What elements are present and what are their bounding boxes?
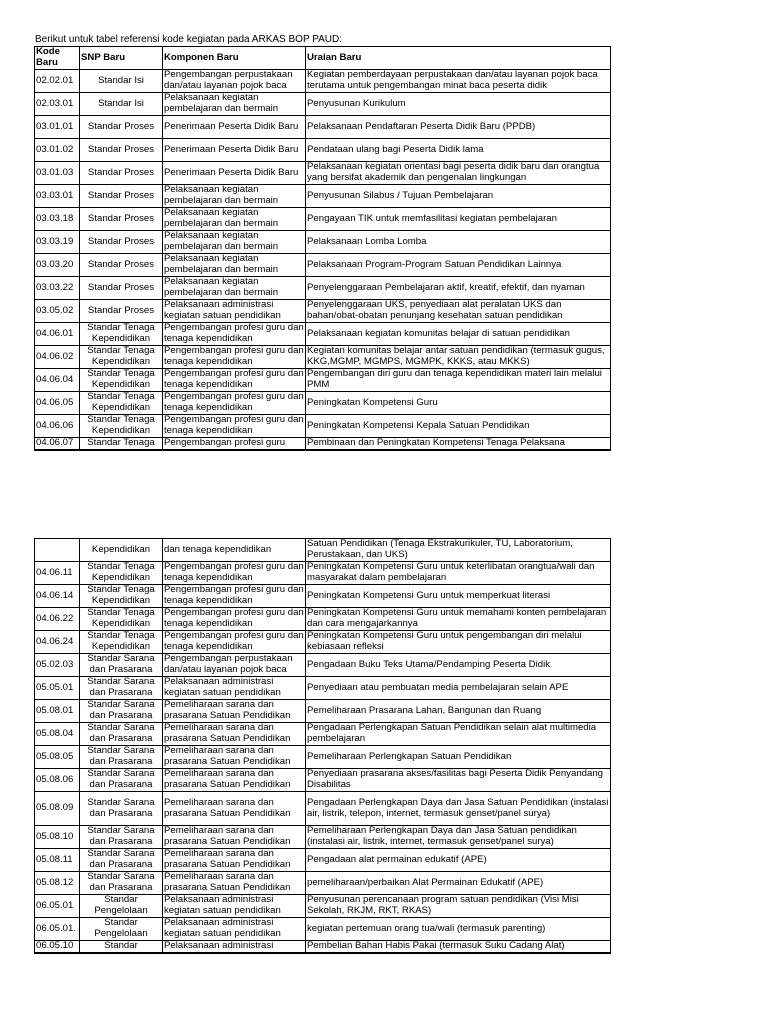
table-row [35,162,611,185]
komponen-cell: Pelaksanaan kegiatan pembelajaran dan bermain [163,93,306,116]
table-row [35,369,611,392]
snp-cell: Standar Isi [80,93,163,116]
snp-cell: Standar Pengelolaan [80,918,163,941]
komponen-cell: Pengembangan profesi guru dan tenaga kependidikan [164,630,304,652]
uraian-cell: Penyusunan Kurikulum [306,93,611,116]
snp-cell: Standar Sarana dan Prasarana [80,792,163,826]
table-row [35,849,611,872]
table-row [35,746,611,769]
table-row [35,608,611,631]
kode-cell: 04.06.14 [35,585,80,608]
snp-cell: Standar Isi [80,70,163,93]
snp-cell: Standar Tenaga Kependidikan [80,392,163,415]
komponen-cell: Pemeliharaan sarana dan prasarana Satuan Pendidikan [163,769,306,792]
snp-cell: Standar Sarana dan Prasarana [80,746,163,769]
snp-cell: Standar [80,941,163,954]
komponen-cell: Pengembangan profesi guru dan tenaga kependidikan [164,584,304,606]
table-row [35,254,611,277]
snp-cell: Standar Tenaga Kependidikan [80,346,163,369]
kode-cell: 05.08.05 [35,746,80,769]
table-row [35,415,611,438]
uraian-cell: Peningkatan Kompetensi Kepala Satuan Pendidikan [306,415,611,438]
uraian-cell: Pelaksanaan Pendaftaran Peserta Didik Baru (PPDB) [306,116,611,139]
snp-cell: Standar Sarana dan Prasarana [80,677,163,700]
uraian-cell: Penyelenggaraan UKS, penyediaan alat peralatan UKS dan bahan/obat-obatan penunjang kesehatan satuan pendidikan [306,300,611,323]
kode-cell: 05.08.11 [35,849,80,872]
snp-cell: Standar Tenaga Kependidikan [80,608,163,631]
kode-cell: 04.06.22 [35,608,80,631]
komponen-cell: Pelaksanaan administrasi [163,941,306,954]
table-row [35,654,611,677]
snp-cell: Standar Sarana dan Prasarana [80,723,163,746]
kode-cell: 05.05.01 [35,677,80,700]
table-row [35,769,611,792]
kode-cell: 03.05.02 [35,300,80,323]
kode-cell: 04.06.02 [35,346,80,369]
komponen-cell: Pelaksanaan kegiatan pembelajaran dan bermain [163,231,306,254]
snp-cell: Standar Proses [80,162,163,185]
kode-cell: 06.05.10 [35,941,80,954]
table-row [35,323,611,346]
komponen-cell: Pelaksanaan kegiatan pembelajaran dan bermain [163,208,306,231]
kode-cell: 04.06.11 [35,562,80,585]
uraian-cell: Peningkatan Kompetensi Guru untuk keterlibatan orangtua/wali dan masyarakat dalam pembelajaran [306,562,611,585]
uraian-cell: Penyelenggaraan Pembelajaran aktif, kreatif, efektif, dan nyaman [306,277,611,300]
table-row [35,723,611,746]
snp-cell: Standar Proses [80,231,163,254]
table-row [35,231,611,254]
snp-cell: Standar Sarana dan Prasarana [80,826,163,849]
uraian-cell: Pengadaan alat permainan edukatif (APE) [306,849,611,872]
uraian-cell: Peningkatan Kompetensi Guru untuk memahami konten pembelajaran dan cara mengajarkannya [306,608,611,631]
table-row [35,346,611,369]
uraian-cell: pemeliharaan/perbaikan Alat Permainan Edukatif (APE) [306,872,611,895]
komponen-cell: Pemeliharaan sarana dan prasarana Satuan Pendidikan [163,849,306,872]
uraian-cell: Peningkatan Kompetensi Guru untuk pengembangan diri melalui kebiasaan refleksi [306,631,611,654]
table-row [35,631,611,654]
kode-cell: 05.08.01 [35,700,80,723]
uraian-cell: Pembelian Bahan Habis Pakai (termasuk Suku Cadang Alat) [306,941,611,954]
snp-cell: Standar Sarana dan Prasarana [80,872,163,895]
kode-cell: 04.06.01 [35,323,80,346]
kode-cell: 04.06.06 [35,415,80,438]
komponen-cell: Pengembangan perpustakaan dan/atau layanan pojok baca [163,70,306,93]
table-row [35,93,611,116]
komponen-cell: Pelaksanaan administrasi kegiatan satuan pendidikan [163,300,306,323]
uraian-cell: Kegiatan komunitas belajar antar satuan pendidikan (termasuk gugus, KKG,MGMP, MGMPS, MGMPK, KKKS, atau MKKS) [306,346,611,369]
kode-cell: 03.03.01 [35,185,80,208]
intro-text: Berikut untuk tabel referensi kode kegiatan pada ARKAS BOP PAUD: [35,34,343,45]
komponen-cell: Pengembangan profesi guru dan tenaga kependidikan [164,391,304,413]
komponen-cell: Pelaksanaan kegiatan pembelajaran dan bermain [163,277,306,300]
kode-cell: 03.03.20 [35,254,80,277]
table-row [35,700,611,723]
uraian-cell: Kegiatan pemberdayaan perpustakaan dan/atau layanan pojok baca terutama untuk pengembangan minat baca peserta didik [306,70,611,93]
table-row [35,941,611,954]
table-row [35,392,611,415]
komponen-cell: Penerimaan Peserta Didik Baru [163,116,306,139]
kode-cell: 03.03.18 [35,208,80,231]
snp-cell: Standar Tenaga [80,438,163,451]
snp-cell: Standar Tenaga Kependidikan [80,585,163,608]
komponen-cell: Pengembangan perpustakaan dan/atau layanan pojok baca [163,654,306,677]
uraian-cell: Satuan Pendidikan (Tenaga Ekstrakurikuler, TU, Laboratorium, Perustakaan, dan UKS) [306,539,611,562]
kode-cell: 02.03.01 [35,93,80,116]
uraian-cell: Pelaksanaan Lomba Lomba [306,231,611,254]
snp-cell: Standar Proses [80,277,163,300]
komponen-cell: Penerimaan Peserta Didik Baru [163,162,306,185]
komponen-cell: Pengembangan profesi guru dan tenaga kependidikan [164,345,304,367]
uraian-cell: Pengadaan Perlengkapan Satuan Pendidikan selain alat multimedia pembelajaran [306,723,611,746]
uraian-cell: Pelaksanaan kegiatan komunitas belajar di satuan pendidikan [306,323,611,346]
table-row [35,438,611,451]
snp-cell: Standar Sarana dan Prasarana [80,654,163,677]
table-row [35,539,611,562]
uraian-cell: Penyusunan Silabus / Tujuan Pembelajaran [306,185,611,208]
uraian-cell: Penyediaan prasarana akses/fasilitas bagi Peserta Didik Penyandang Disabilitas [306,769,611,792]
kode-cell: 04.06.05 [35,392,80,415]
reference-table-page-2 [34,538,611,954]
uraian-cell: Pengayaan TIK untuk memfasilitasi kegiatan pembelajaran [306,208,611,231]
kode-cell: 05.02.03 [35,654,80,677]
uraian-cell: Penyusunan perencanaan program satuan pendidikan (Visi Misi Sekolah, RKJM, RKT, RKAS) [306,895,611,918]
snp-cell: Kependidikan [80,539,163,562]
table-row [35,872,611,895]
uraian-cell: Pengadaan Buku Teks Utama/Pendamping Peserta Didik [306,654,611,677]
kode-cell: 05.08.09 [35,792,80,826]
kode-cell: 05.08.06 [35,769,80,792]
komponen-cell: Pemeliharaan sarana dan prasarana Satuan Pendidikan [163,826,306,849]
table-row [35,70,611,93]
komponen-cell: Pelaksanaan administrasi kegiatan satuan pendidikan [163,677,306,700]
uraian-cell: Pelaksanaan Program-Program Satuan Pendidikan Lainnya [306,254,611,277]
header-snp: SNP Baru [80,47,163,70]
snp-cell: Standar Tenaga Kependidikan [80,369,163,392]
table-row [35,208,611,231]
snp-cell: Standar Sarana dan Prasarana [80,849,163,872]
table-row [35,300,611,323]
snp-cell: Standar Sarana dan Prasarana [80,769,163,792]
header-kode: Kode Baru [35,47,80,70]
uraian-cell: Pemeliharaan Prasarana Lahan, Bangunan dan Ruang [306,700,611,723]
snp-cell: Standar Tenaga Kependidikan [80,562,163,585]
komponen-cell: Penerimaan Peserta Didik Baru [163,139,306,162]
snp-cell: Standar Proses [80,116,163,139]
uraian-cell: Peningkatan Kompetensi Guru untuk memperkuat literasi [306,585,611,608]
uraian-cell: Pembinaan dan Peningkatan Kompetensi Tenaga Pelaksana [306,438,611,451]
header-uraian: Uraian Baru [306,47,611,70]
komponen-cell: Pemeliharaan sarana dan prasarana Satuan Pendidikan [163,746,306,769]
komponen-cell: Pengembangan profesi guru dan tenaga kependidikan [164,561,304,583]
kode-cell: 05.08.04 [35,723,80,746]
snp-cell: Standar Proses [80,139,163,162]
kode-cell: 04.06.24 [35,631,80,654]
komponen-cell: Pemeliharaan sarana dan prasarana Satuan Pendidikan [163,723,306,746]
komponen-cell: Pengembangan profesi guru [163,438,306,451]
table-row [35,116,611,139]
snp-cell: Standar Proses [80,208,163,231]
uraian-cell: Pengembangan diri guru dan tenaga kependidikan materi lain melalui PMM [306,369,611,392]
kode-cell: 02.02.01 [35,70,80,93]
kode-cell [35,539,80,562]
kode-cell: 03.01.02 [35,139,80,162]
uraian-cell: Penyediaan atau pembuatan media pembelajaran selain APE [306,677,611,700]
snp-cell: Standar Tenaga Kependidikan [80,631,163,654]
uraian-cell: Pendataan ulang bagi Peserta Didik lama [306,139,611,162]
table-row [35,139,611,162]
uraian-cell: kegiatan pertemuan orang tua/wali (termasuk parenting) [306,918,611,941]
komponen-cell: Pelaksanaan administrasi kegiatan satuan pendidikan [163,918,306,941]
komponen-cell: Pelaksanaan kegiatan pembelajaran dan bermain [163,185,306,208]
snp-cell: Standar Tenaga Kependidikan [80,323,163,346]
kode-cell: 05.08.12 [35,872,80,895]
komponen-cell: Pengembangan profesi guru dan tenaga kependidikan [164,607,304,629]
komponen-cell: Pemeliharaan sarana dan prasarana Satuan Pendidikan [163,872,306,895]
uraian-cell: Peningkatan Kompetensi Guru [306,392,611,415]
snp-cell: Standar Sarana dan Prasarana [80,700,163,723]
kode-cell: 04.06.07 [35,438,80,451]
komponen-cell: dan tenaga kependidikan [163,539,306,562]
kode-cell: 06.05.01. [35,918,80,941]
kode-cell: 03.01.01 [35,116,80,139]
table-header-row [35,47,611,70]
komponen-cell: Pengembangan profesi guru dan tenaga kependidikan [164,322,304,344]
komponen-cell: Pelaksanaan kegiatan pembelajaran dan bermain [163,254,306,277]
table-row [35,895,611,918]
kode-cell: 04.06.04 [35,369,80,392]
kode-cell: 03.03.22 [35,277,80,300]
table-row [35,826,611,849]
table-row [35,585,611,608]
kode-cell: 05.08.10 [35,826,80,849]
snp-cell: Standar Proses [80,300,163,323]
uraian-cell: Pemeliharaan Perlengkapan Satuan Pendidikan [306,746,611,769]
komponen-cell: Pengembangan profesi guru dan tenaga kependidikan [164,414,304,436]
uraian-cell: Pemeliharaan Perlengkapan Daya dan Jasa Satuan pendidikan (instalasi air, listrik, internet, termasuk genset/panel surya) [306,826,611,849]
kode-cell: 06.05.01 [35,895,80,918]
snp-cell: Standar Tenaga Kependidikan [80,415,163,438]
snp-cell: Standar Pengelolaan [80,895,163,918]
komponen-cell: Pemeliharaan sarana dan prasarana Satuan Pendidikan [163,792,306,826]
reference-table-page-1 [34,46,611,451]
snp-cell: Standar Proses [80,254,163,277]
table-row [35,562,611,585]
kode-cell: 03.01.03 [35,162,80,185]
header-komponen: Komponen Baru [163,47,306,70]
table-row [35,792,611,826]
komponen-cell: Pelaksanaan administrasi kegiatan satuan pendidikan [163,895,306,918]
snp-cell: Standar Proses [80,185,163,208]
table-row [35,277,611,300]
uraian-cell: Pengadaan Perlengkapan Daya dan Jasa Satuan Pendidikan (instalasi air, listrik, telepon, internet, termasuk genset/panel surya) [306,792,611,826]
kode-cell: 03.03.19 [35,231,80,254]
uraian-cell: Pelaksanaan kegiatan orientasi bagi peserta didik baru dan orangtua yang bersifat akademik dan pengenalan lingkungan [306,162,611,185]
komponen-cell: Pemeliharaan sarana dan prasarana Satuan Pendidikan [163,700,306,723]
table-row [35,918,611,941]
table-row [35,677,611,700]
komponen-cell: Pengembangan profesi guru dan tenaga kependidikan [164,368,304,390]
table-row [35,185,611,208]
